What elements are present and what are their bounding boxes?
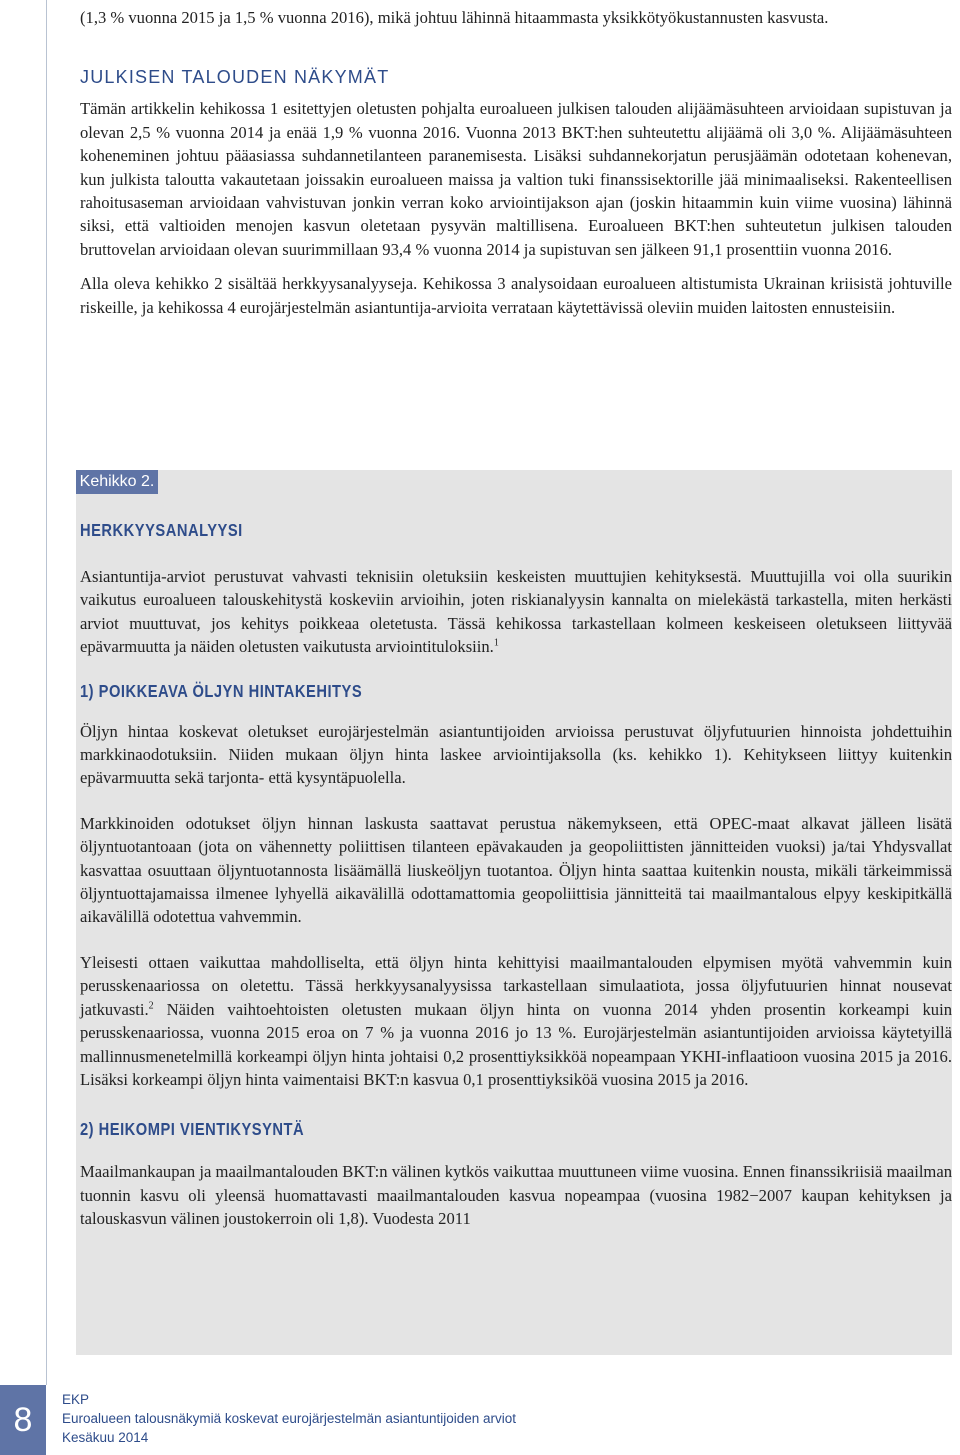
footer-date: Kesäkuu 2014 [62, 1430, 149, 1445]
section-heading: JULKISEN TALOUDEN NÄKYMÄT [80, 67, 390, 88]
section-1-paragraph-3: Yleisesti ottaen vaikuttaa mahdolliselta, että öljyn hinta kehittyisi maailmantalouden elpymisen myötä vahvemmin kuin perusskenaariossa on oletettu. Tässä herkkyysanalyysissa tarkastellaan simulaatiota, jossa öljyfutuurien hinnat nousevat jatkuvasti.$^2$ Näiden vaihtoehtoisten oletusten mukaan öljyn hinta on vuonna 2014 yhden prosentin korkeampi kuin perusskenaariossa, vuonna 2015 eroa on 7 % ja vuonna 2016 jo 13 %. Eurojärjestelmän asiantuntijoiden arvioissa käytetyillä mallinnusmenetelmillä korkeampi öljyn hinta johtaisi 0,2 prosenttiyksikköä nopeampaan YKHI-inflaatioon vuosina 2015 ja 2016. Lisäksi korkeampi öljyn hinta vaimentaisi BKT:n kasvua 0,1 prosenttiyksiköä vuosina 2015 ja 2016. [80, 952, 952, 1089]
intro-continuation: (1,3 % vuonna 2015 ja 1,5 % vuonna 2016), mikä johtuu lähinnä hitaammasta yksikkötyökustannusten kasvusta. [80, 8, 829, 27]
box-label: Kehikko 2. [76, 470, 158, 494]
box-intro: Asiantuntija-arviot perustuvat vahvasti teknisiin oletuksiin keskeisten muuttujien kehityksestä. Muuttujilla voi olla suurikin vaikutus euroalueen talouskehitystä koskeviin arvioihin, joten riskianalyysin kannalta on mielekästä tarkastella, miten herkästi arviot muuttuvat, jos kehitys poikkeaa oletetusta. Tässä kehikossa tarkastellaan kolmeen keskeiseen oletukseen liittyvää epävarmuutta ja näiden oletusten vaikutusta arviointituloksiin.$^1$ [80, 567, 952, 657]
main-column [80, 0, 952, 319]
section-2-paragraph-1: Maailmankaupan ja maailmantalouden BKT:n välinen kytkös vaikuttaa muuttuneen viime vuosina. Ennen finanssikriisiä maailman tuonnin kasvu oli yleensä huomattavasti maailmantalouden kasvua nopeampaa (vuosina 1982−2007 kaupan kehityksen ja talouskasvun välinen joustokerroin oli 1,8). Vuodesta 2011 [80, 1162, 952, 1229]
section-paragraph-2: Alla oleva kehikko 2 sisältää herkkyysanalyyseja. Kehikossa 3 analysoidaan euroalueen altistumista Ukrainan kriisistä johtuville riskeille, ja kehikossa 4 eurojärjestelmän asiantuntija-arvioita verrataan käytettävissä oleviin muiden laitosten ennusteisiin. [80, 274, 952, 317]
footer-text [62, 1390, 516, 1447]
section-2-title: 2) HEIKOMPI VIENTIKYSYNTÄ [80, 1119, 305, 1140]
page-number: 8 [0, 1385, 46, 1455]
margin-rule [46, 0, 47, 1385]
box-title: HERKKYYSANALYYSI [80, 520, 243, 540]
footer-publisher: EKP [62, 1392, 90, 1407]
section-paragraph-1: Tämän artikkelin kehikossa 1 esitettyjen oletusten pohjalta euroalueen julkisen talouden alijäämäsuhteen arvioidaan supistuvan ja olevan 2,5 % vuonna 2014 ja enää 1,9 % vuonna 2016. Vuonna 2013 BKT:hen suhteutettu alijäämä oli 3,0 %. Alijäämäsuhteen koheneminen johtuu pääasiassa suhdannetilanteen paranemisesta. Lisäksi suhdannekorjatun perusjäämän odotetaan kohenevan, kun julkista taloutta vakautetaan joissakin euroalueen maissa ja valtion tuki finanssisektorille jää minimaaliseksi. Rakenteellisen rahoitusaseman arvioidaan vahvistuvan jonkin verran koko arviointijakson ajan (joskin hitaammin kuin viime vuosina) lähinnä siksi, että valtioiden menojen kasvun oletetaan pysyvän maltillisena. Euroalueen BKT:hen suhteutetun julkisen talouden bruttovelan arvioidaan olevan suurimmillaan 93,4 % vuonna 2014 ja supistuvan sen jälkeen 91,1 prosenttiin vuonna 2016. [80, 99, 952, 259]
section-1-title: 1) POIKKEAVA ÖLJYN HINTAKEHITYS [80, 680, 363, 701]
section-1-paragraph-2: Markkinoiden odotukset öljyn hinnan laskusta saattavat perustua näkemykseen, että OPEC-maat alkavat jälleen lisätä öljyntuotantoaan (jota on vähennetty poliittisen tilanteen epävakauden ja geopoliittisten jännitteiden vuoksi) ja/tai Yhdysvallat kasvattaa osuuttaan öljyntuotannosta lisäämällä liuskeöljyn tuotantoa. Öljyn hinta saattaa kuitenkin nousta, mikäli tärkeimmissä öljyntuottajamaissa ilmenee lyhyellä aikavälillä odottamattomia geopoliittisia jännitteitä tai maailmantalous elpyy keskipitkällä aikavälillä odotettua vahvemmin. [80, 813, 952, 927]
box-content [80, 520, 952, 1231]
section-1-paragraph-1: Öljyn hintaa koskevat oletukset eurojärjestelmän asiantuntijoiden arvioissa perustuvat öljyfutuurien hinnoista johdettuihin markkinaodotuksiin. Niiden mukaan öljyn hinta laskee arviointijaksolla (ks. kehikko 1). Kehitykseen liittyy kuitenkin epävarmuutta sekä tarjonta- että kysyntäpuolella. [80, 721, 952, 788]
footnote-2: 2 [148, 1000, 154, 1012]
footer-publication-title: Euroalueen talousnäkymiä koskevat eurojärjestelmän asiantuntijoiden arviot [62, 1411, 517, 1426]
footnote-1: 1 [493, 637, 499, 649]
